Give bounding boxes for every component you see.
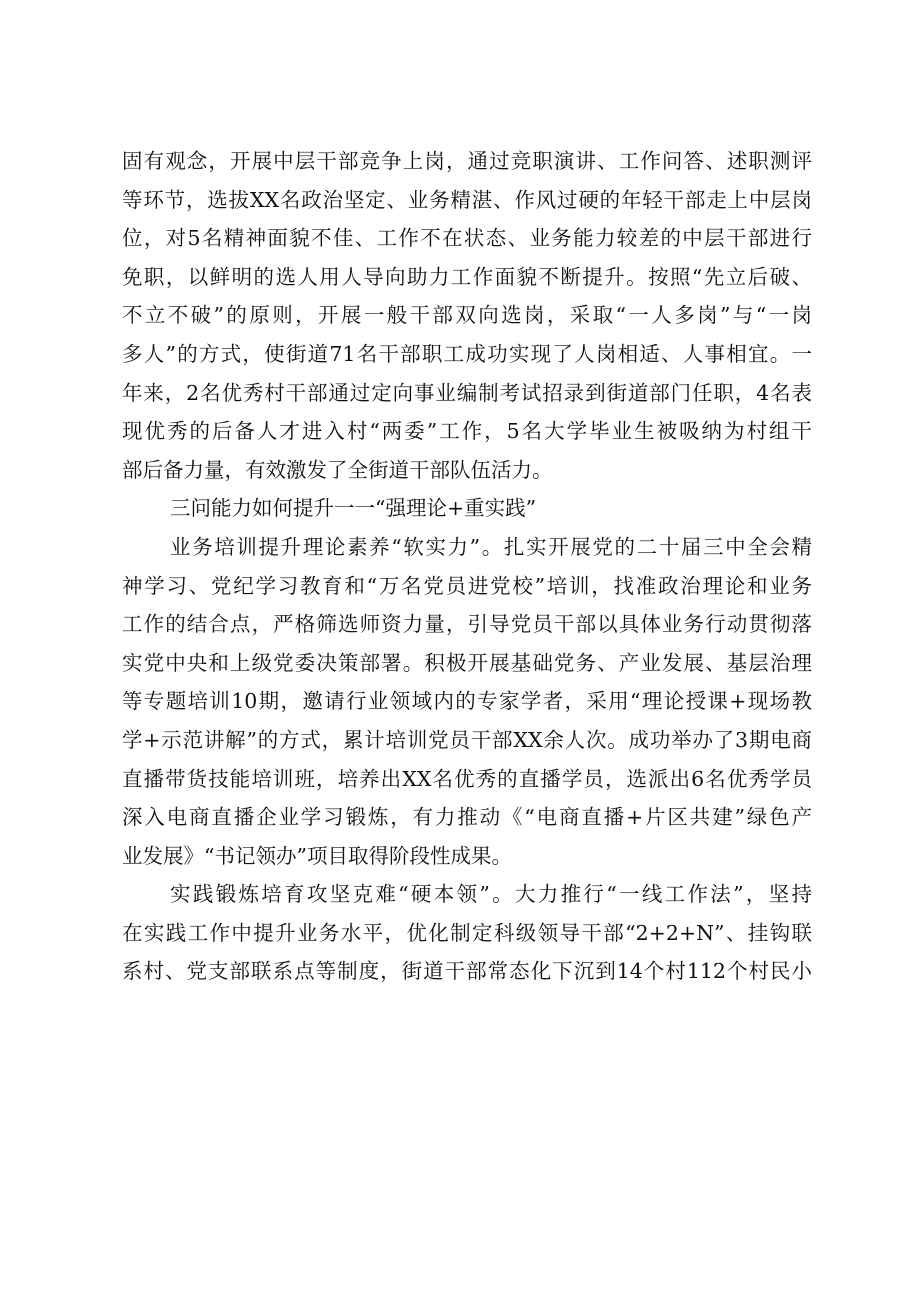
paragraph-line: 神学习、党纪学习教育和“万名党员进党校”培训，找准政治理论和业务 (122, 573, 812, 598)
paragraph-line: 实践锻炼培育攻坚克难“硬本领”。大力推行“一线工作法”，坚持 (170, 882, 812, 907)
paragraph-line: 现优秀的后备人才进入村“两委”工作，5名大学毕业生被吸纳为村组干 (122, 419, 812, 444)
section-heading: 三问能力如何提升一一“强理论+重实践” (170, 496, 537, 521)
paragraph-line: 位，对5名精神面貌不佳、工作不在状态、业务能力较差的中层干部进行 (122, 226, 812, 251)
paragraph-line: 多人”的方式，使街道71名干部职工成功实现了人岗相适、人事相宜。一 (122, 341, 812, 366)
paragraph-line: 实党中央和上级党委决策部署。积极开展基础党务、产业发展、基层治理 (122, 650, 812, 675)
paragraph-line: 系村、党支部联系点等制度，街道干部常态化下沉到14个村112个村民小 (122, 959, 812, 984)
document-body (122, 142, 812, 991)
paragraph-line: 部后备力量，有效激发了全街道干部队伍活力。 (122, 457, 553, 482)
paragraph-line: 工作的结合点，严格筛选师资力量，引导党员干部以具体业务行动贯彻落 (122, 612, 812, 637)
paragraph-line: 学+示范讲解”的方式，累计培训党员干部XX余人次。成功举办了3期电商 (122, 727, 812, 752)
paragraph-line: 在实践工作中提升业务水平，优化制定科级领导干部“2+2+N”、挂钩联 (122, 920, 812, 945)
paragraph-line: 直播带货技能培训班，培养出XX名优秀的直播学员，选派出6名优秀学员 (122, 766, 812, 791)
paragraph-line: 等专题培训10期，邀请行业领域内的专家学者，采用“理论授课+现场教 (122, 689, 812, 714)
paragraph-line: 不立不破”的原则，开展一般干部双向选岗，采取“一人多岗”与“一岗 (122, 303, 812, 328)
paragraph-line: 免职，以鲜明的选人用人导向助力工作面貌不断提升。按照“先立后破、 (122, 264, 812, 289)
paragraph-line: 业务培训提升理论素养“软实力”。扎实开展党的二十届三中全会精 (170, 534, 812, 559)
paragraph-line: 等环节，选拔XX名政治坚定、业务精湛、作风过硬的年轻干部走上中层岗 (122, 187, 812, 212)
paragraph-line: 业发展》“书记领办”项目取得阶段性成果。 (122, 843, 512, 868)
paragraph-line: 年来，2名优秀村干部通过定向事业编制考试招录到街道部门任职，4名表 (122, 380, 812, 405)
paragraph-line: 固有观念，开展中层干部竞争上岗，通过竞职演讲、工作问答、述职测评 (122, 149, 812, 173)
paragraph-line: 深入电商直播企业学习锻炼，有力推动《“电商直播+片区共建”绿色产 (122, 805, 812, 830)
